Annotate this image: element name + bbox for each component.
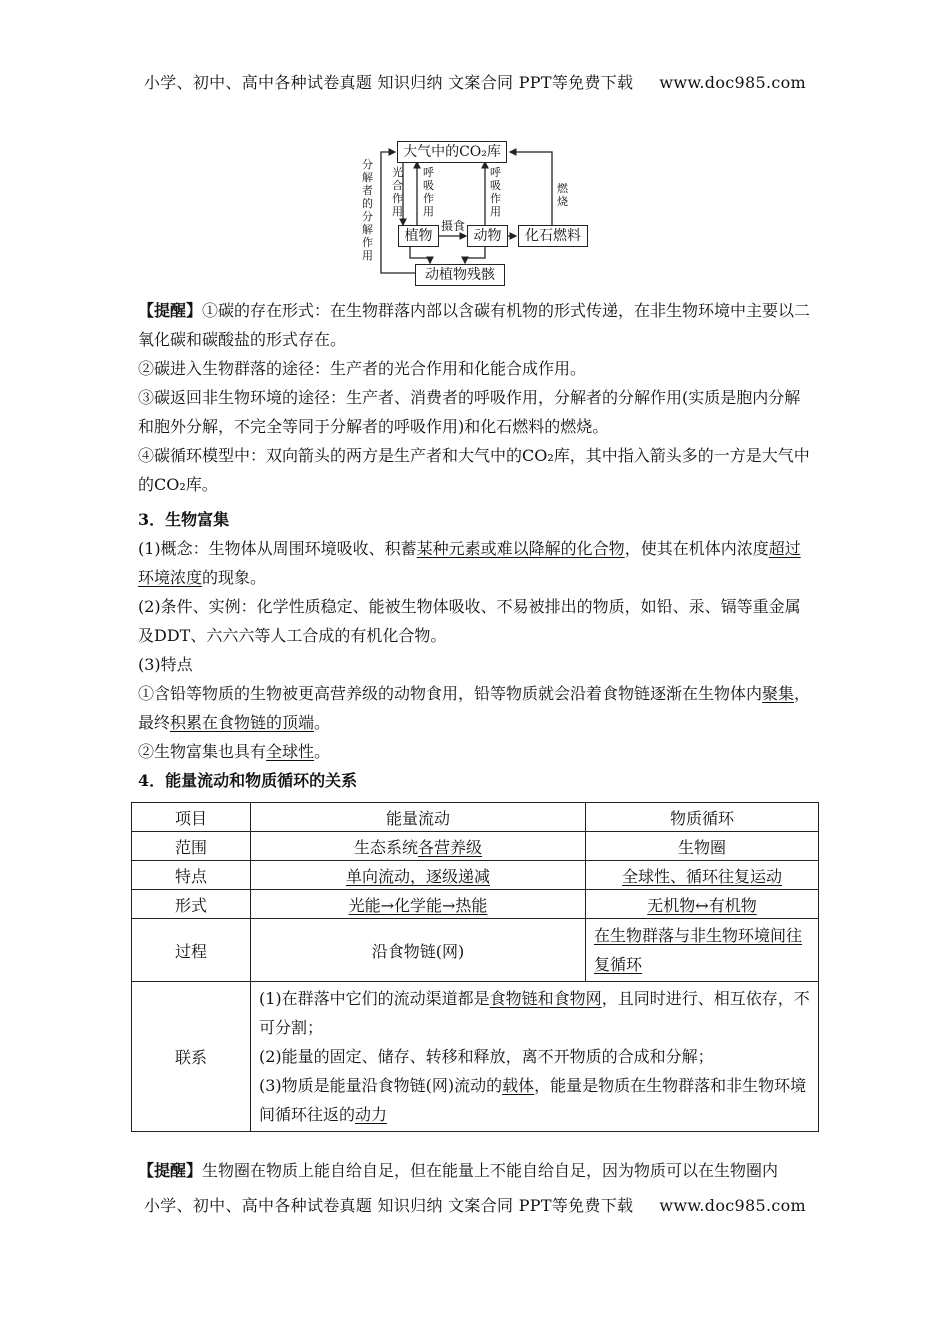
table-row: [132, 803, 819, 832]
table-cell: 无机物↔有机物: [586, 890, 819, 919]
section3-condition: (2)条件、实例：化学性质稳定、能被生物体吸收、不易被排出的物质，如铅、汞、镉等重金属及DDT、六六六等人工合成的有机化合物。: [138, 597, 801, 645]
page-header: [0, 70, 950, 93]
tip1-p4: ④碳循环模型中：双向箭头的两方是生产者和大气中的CO₂库，其中指入箭头多的一方是大气中的CO₂库。: [138, 446, 810, 494]
link-line-1: (1)在群落中它们的流动渠道都是食物链和食物网，且同时进行、相互依存，不可分割；: [259, 989, 810, 1037]
section3-title: 3．生物富集: [138, 510, 230, 529]
table-row: [132, 861, 819, 890]
carbon-cycle-diagram: [355, 140, 595, 290]
plant-box: 植物: [398, 225, 439, 247]
relation-table: [131, 802, 819, 1132]
link-cell: [251, 982, 819, 1132]
arrow-combustion: [510, 152, 552, 225]
tip2-text: 生物圈在物质上能自给自足，但在能量上不能自给自足，因为物质可以在生物圈内: [202, 1161, 779, 1180]
link-line-3: (3)物质是能量沿食物链(网)流动的载体，能量是物质在生物群落和非生物环境间循环往返的动力: [259, 1076, 807, 1124]
header-cell: 项目: [132, 803, 251, 832]
link-line-2: (2)能量的固定、储存、转移和释放，离不开物质的合成和分解；: [259, 1047, 714, 1066]
section3-feature1: ①含铅等物质的生物被更高营养级的动物食用，铅等物质就会沿着食物链逐渐在生物体内聚集，最终积累在食物链的顶端。: [138, 684, 811, 732]
footer-text: 小学、初中、高中各种试卷真题 知识归纳 文案合同 PPT等免费下载: [143, 1196, 634, 1215]
table-row: [132, 890, 819, 919]
tip2-block: [138, 1156, 812, 1185]
tip1-title: 【提醒】: [138, 301, 203, 320]
table-cell: 生态系统各营养级: [251, 832, 586, 861]
section3-feature-title: (3)特点: [138, 655, 193, 674]
animal-box: 动物: [467, 225, 508, 247]
header-cell: 物质循环: [586, 803, 819, 832]
tip1-block: [138, 296, 812, 499]
row-label: 联系: [132, 982, 251, 1132]
decomposer-label: 分解者的分解作用: [362, 158, 373, 262]
table-cell: 生物圈: [586, 832, 819, 861]
table-row: [132, 919, 819, 982]
tip1-p1: 【提醒】①碳的存在形式：在生物群落内部以含碳有机物的形式传递，在非生物环境中主要以二氧化碳和碳酸盐的形式存在。: [138, 301, 811, 349]
fossil-box: 化石燃料: [518, 225, 588, 247]
row-label: 形式: [132, 890, 251, 919]
table-cell: 单向流动，逐级递减: [251, 861, 586, 890]
footer-site[interactable]: www.doc985.com: [659, 1196, 807, 1215]
tip1-p3: ③碳返回非生物环境的途径：生产者、消费者的呼吸作用，分解者的分解作用(实质是胞内分解和胞外分解，不完全等同于分解者的呼吸作用)和化石燃料的燃烧。: [138, 388, 801, 436]
combustion-label: 燃烧: [557, 182, 568, 208]
residue-box: 动植物残骸: [415, 264, 505, 286]
table-cell: 全球性、循环往复运动: [586, 861, 819, 890]
section3-concept: (1)概念：生物体从周围环境吸收、积蓄某种元素或难以降解的化合物，使其在机体内浓度超过环境浓度的现象。: [138, 539, 801, 587]
page-footer: [0, 1193, 950, 1216]
tip2-title: 【提醒】: [138, 1161, 203, 1180]
section3-feature2: ②生物富集也具有全球性。: [138, 742, 331, 761]
arrow-animal-residue: [465, 246, 485, 263]
row-label: 过程: [132, 919, 251, 982]
table-row: [132, 982, 819, 1132]
atmosphere-box: 大气中的CO₂库: [397, 141, 507, 163]
animal-respiration-label: 呼吸作用: [490, 166, 501, 218]
table-row: [132, 832, 819, 861]
ingestion-label: 摄食: [441, 219, 466, 233]
section4-title: 4．能量流动和物质循环的关系: [138, 771, 358, 790]
tip1-p2: ②碳进入生物群落的途径：生产者的光合作用和化能合成作用。: [138, 359, 587, 378]
header-text: 小学、初中、高中各种试卷真题 知识归纳 文案合同 PPT等免费下载: [143, 73, 634, 92]
table-cell: 沿食物链(网): [251, 919, 586, 982]
row-label: 特点: [132, 861, 251, 890]
table-cell: 光能→化学能→热能: [251, 890, 586, 919]
plant-respiration-label: 呼吸作用: [423, 166, 434, 218]
header-cell: 能量流动: [251, 803, 586, 832]
arrow-plant-residue: [410, 246, 430, 263]
header-site[interactable]: www.doc985.com: [659, 73, 807, 92]
section3-block: [138, 505, 812, 795]
row-label: 范围: [132, 832, 251, 861]
photosynthesis-label: 光合作用: [392, 166, 403, 218]
table-cell: 在生物群落与非生物环境间往复循环: [586, 919, 819, 982]
